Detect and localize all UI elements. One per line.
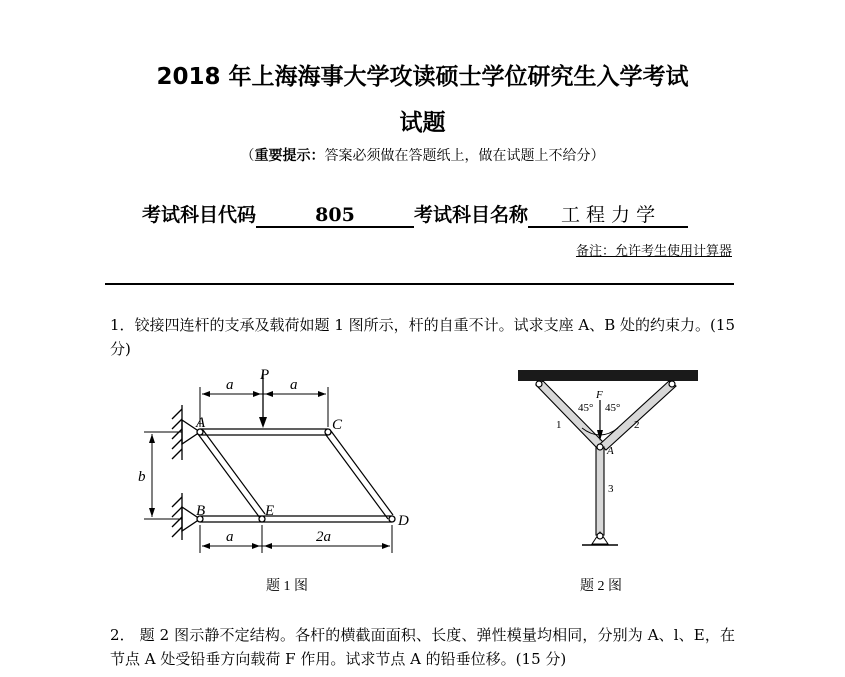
note-label: 重要提示： — [254, 148, 325, 164]
figure-2-three-bar-structure — [510, 362, 710, 600]
label-A: A — [196, 415, 206, 431]
subject-name-value: 工 程 力 学 — [528, 204, 688, 228]
label-a-top-right: a — [290, 377, 298, 393]
joint-c — [325, 429, 331, 435]
subject-code-value: 805 — [256, 204, 414, 228]
label-p: P — [260, 367, 270, 383]
figure-1-caption: 题 1 图 — [266, 579, 308, 594]
node-a — [597, 444, 603, 450]
label-F: F — [596, 389, 603, 401]
question-1: 1．铰接四连杆的支承及载荷如题 1 图所示，杆的自重不计。试求支座 A、B 处的约束力。(15 分) — [110, 316, 735, 358]
note-text: 答案必须做在答题纸上，做在试题上不给分 — [324, 148, 591, 164]
joint-d — [389, 516, 395, 522]
exam-title: 2018 年上海海事大学攻读硕士学位研究生入学考试 — [156, 64, 689, 90]
label-angle-right: 45° — [605, 402, 621, 414]
question-2: 2． 题 2 图示静不定结构。各杆的横截面面积、长度、弹性模量均相同，分别为 A、l、E，在节点 A 处受铅垂方向载荷 F 作用。试求节点 A 的铅垂位移。(15 分) — [110, 626, 735, 668]
label-bar-3: 3 — [608, 483, 614, 495]
label-bar-1: 1 — [556, 419, 562, 431]
figure-1-four-bar-linkage — [130, 365, 430, 600]
remark-note: 备注：允许考生使用计算器 — [575, 244, 732, 259]
ceiling-support — [518, 370, 698, 381]
pin-top-left — [536, 381, 542, 387]
label-A: A — [607, 445, 614, 457]
pin-top-right — [669, 381, 675, 387]
label-bar-2: 2 — [634, 419, 640, 431]
label-D: D — [398, 513, 409, 529]
bar-ae — [198, 434, 260, 518]
bar-1 — [536, 381, 605, 449]
bar-2 — [600, 381, 676, 450]
bar-cd — [326, 435, 388, 519]
pin-bottom — [597, 533, 603, 539]
label-a-top-left: a — [226, 377, 234, 393]
label-C: C — [332, 417, 343, 433]
subject-code-label: 考试科目代码 — [142, 204, 257, 226]
important-note: （重要提示：答案必须做在答题纸上，做在试题上不给分） — [240, 148, 605, 164]
label-B: B — [196, 503, 206, 519]
bar-3 — [596, 447, 604, 535]
wall-support-icon — [172, 405, 182, 540]
label-angle-left: 45° — [578, 402, 594, 414]
label-2a: 2a — [316, 529, 331, 545]
figure-2-caption: 题 2 图 — [580, 579, 622, 594]
exam-subtitle: 试题 — [399, 110, 446, 136]
subject-name-label: 考试科目名称 — [414, 204, 529, 226]
label-a-bottom: a — [226, 529, 234, 545]
label-E: E — [265, 503, 275, 519]
divider — [105, 283, 734, 285]
subject-line — [142, 200, 688, 228]
label-b: b — [138, 469, 146, 485]
